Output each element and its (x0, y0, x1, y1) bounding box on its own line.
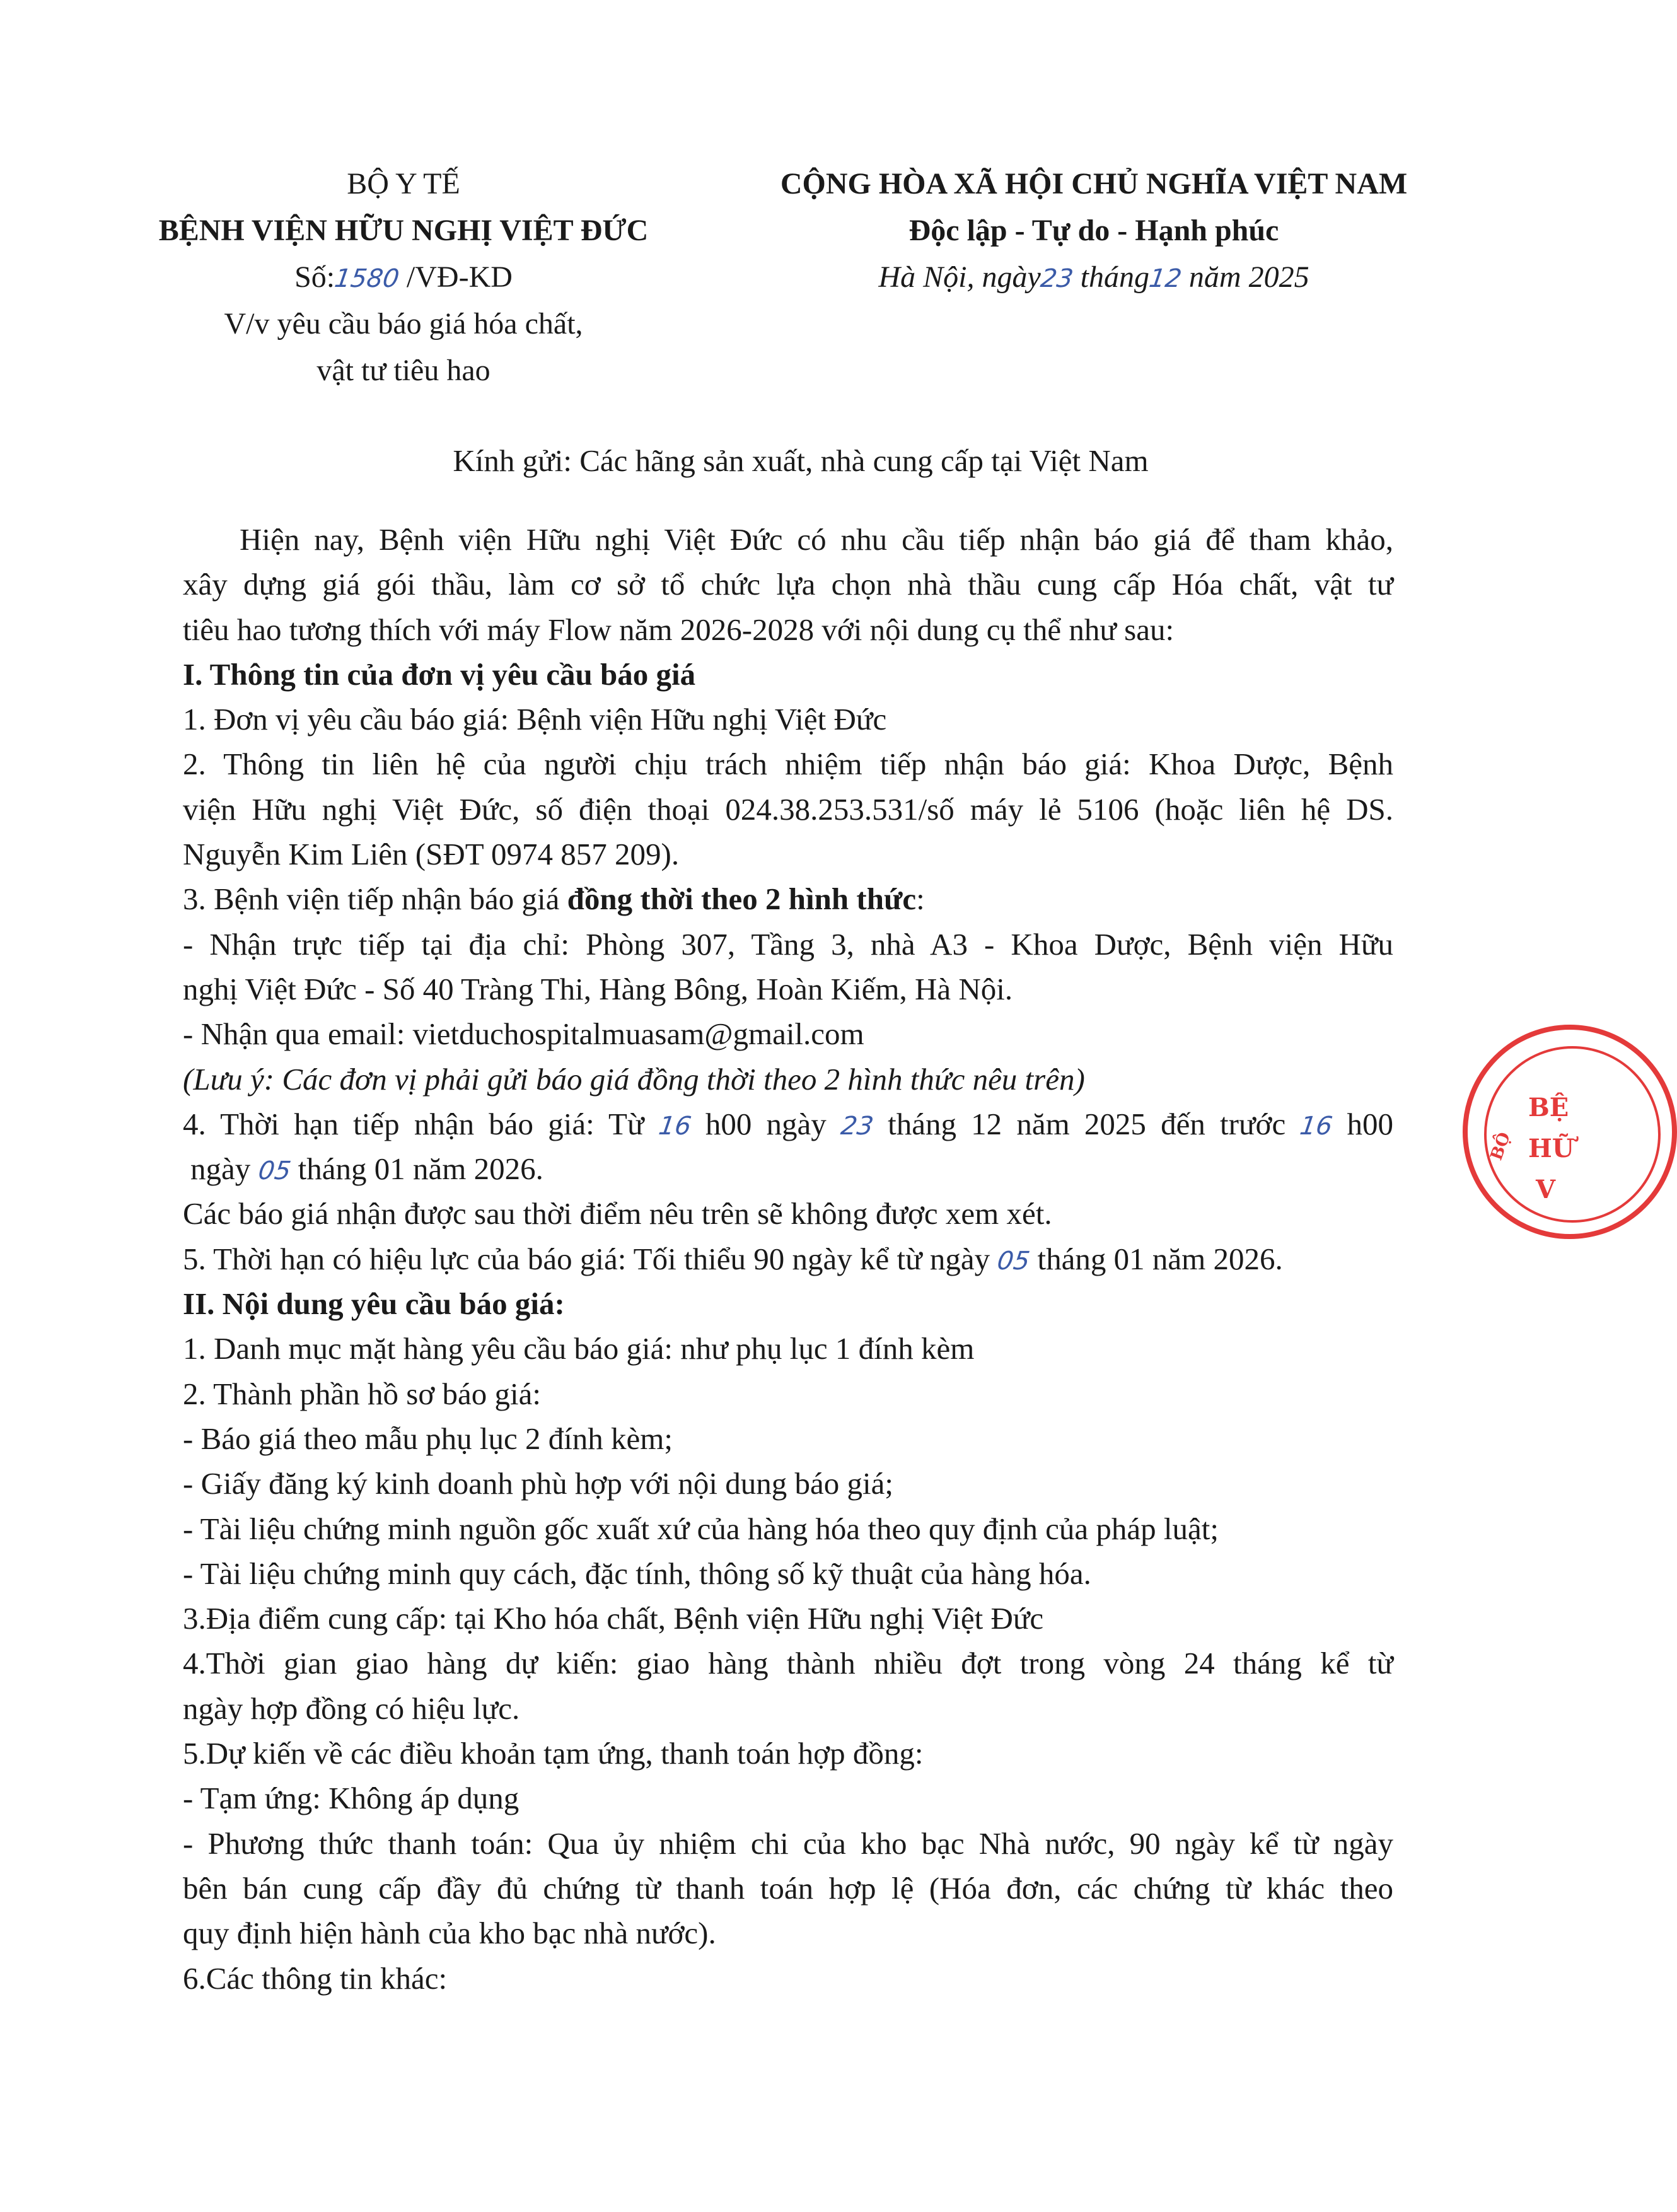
item-3-prefix: 3. Bệnh viện tiếp nhận báo giá (183, 882, 567, 917)
intro-line-1: Hiện nay, Bệnh viện Hữu nghị Việt Đức có nhu cầu tiếp nhận báo giá để tham khảo, (240, 522, 1393, 557)
official-stamp (1463, 1025, 1677, 1239)
item-5-hand-day: 05 (995, 1246, 1032, 1276)
section-2-item-5b-line-2: bên bán cung cấp đầy đủ chứng từ thanh toán hợp lệ (Hóa đơn, các chứng từ khác theo (183, 1870, 1393, 1906)
document-number-suffix: /VĐ-KD (398, 260, 513, 294)
section-2-item-1: 1. Danh mục mặt hàng yêu cầu báo giá: như phụ lục 1 đính kèm (183, 1331, 975, 1366)
date-place: Hà Nội, ngày (878, 260, 1041, 294)
document-number (107, 254, 700, 301)
country-name: CỘNG HÒA XÃ HỘI CHỦ NGHĨA VIỆT NAM (780, 167, 1408, 201)
document-number-handwritten: 1580 (332, 264, 402, 293)
section-2-item-5b-line-3: quy định hiện hành của kho bạc nhà nước). (183, 1916, 716, 1951)
section-2-item-2c: - Tài liệu chứng minh nguồn gốc xuất xứ của hàng hóa theo quy định của pháp luật; (183, 1511, 1219, 1546)
national-header-block (744, 161, 1444, 301)
section-1-item-3a-line-2: nghị Việt Đức - Số 40 Tràng Thi, Hàng Bông, Hoàn Kiếm, Hà Nội. (183, 971, 1013, 1006)
intro-line-2: xây dựng giá gói thầu, làm cơ sở tổ chức lựa chọn nhà thầu cung cấp Hóa chất, vật tư (183, 567, 1393, 602)
item-4-line-2-text-2: tháng 01 năm 2026. (290, 1151, 543, 1187)
item-3-bold: đồng thời theo 2 hình thức (567, 882, 917, 917)
section-1-item-3b-email: - Nhận qua email: vietduchospitalmuasam@gmail.com (183, 1016, 864, 1052)
section-2-title: II. Nội dung yêu cầu báo giá: (183, 1286, 565, 1322)
item-4-hand-day-2: 05 (256, 1156, 293, 1186)
section-1-item-3 (183, 876, 1393, 921)
item-4-text-1: 4. Thời hạn tiếp nhận báo giá: Từ (183, 1106, 659, 1141)
item-3-suffix: : (916, 882, 925, 917)
section-2-item-2: 2. Thành phần hồ sơ báo giá: (183, 1376, 541, 1411)
section-2-item-2a: - Báo giá theo mẫu phụ lục 2 đính kèm; (183, 1421, 673, 1456)
section-1-item-1: 1. Đơn vị yêu cầu báo giá: Bệnh viện Hữu nghị Việt Đức (183, 702, 887, 737)
section-2-item-2b: - Giấy đăng ký kinh doanh phù hợp với nội dung báo giá; (183, 1466, 893, 1501)
national-motto: Độc lập - Tự do - Hạnh phúc (908, 214, 1279, 247)
document-number-prefix: Số: (294, 260, 335, 294)
date-month-handwritten: 12 (1147, 264, 1184, 293)
date-month-label: tháng (1072, 260, 1149, 294)
item-4-line-2-text-1: ngày (190, 1151, 258, 1187)
section-1-item-4-line-2 (183, 1146, 1393, 1191)
section-1-title: I. Thông tin của đơn vị yêu cầu báo giá (183, 656, 696, 692)
stamp-text-4: BỘ (1487, 1129, 1515, 1163)
section-1-item-5 (183, 1237, 1393, 1281)
section-2-item-2d: - Tài liệu chứng minh quy cách, đặc tính, thông số kỹ thuật của hàng hóa. (183, 1556, 1091, 1591)
item-4-text-3: tháng 12 năm 2025 đến trước (873, 1106, 1301, 1141)
subject-line-1: V/v yêu cầu báo giá hóa chất, (224, 307, 583, 341)
ministry-name: BỘ Y TẾ (347, 167, 460, 201)
section-2-item-5: 5.Dự kiến về các điều khoản tạm ứng, thanh toán hợp đồng: (183, 1736, 924, 1771)
issue-date (744, 254, 1444, 301)
section-2-item-4-line-2: ngày hợp đồng có hiệu lực. (183, 1691, 520, 1726)
section-2-item-3: 3.Địa điểm cung cấp: tại Kho hóa chất, Bệnh viện Hữu nghị Việt Đức (183, 1601, 1044, 1636)
item-5-text-2: tháng 01 năm 2026. (1030, 1241, 1283, 1276)
subject-line-2: vật tư tiêu hao (316, 354, 490, 387)
item-4-hand-hour-2: 16 (1298, 1111, 1335, 1141)
item-4-hand-hour-1: 16 (656, 1111, 693, 1141)
intro-line-3: tiêu hao tương thích với máy Flow năm 2026-2028 với nội dung cụ thể như sau: (183, 612, 1175, 647)
item-5-text-1: 5. Thời hạn có hiệu lực của báo giá: Tối thiểu 90 ngày kể từ ngày (183, 1241, 998, 1276)
section-2-item-4-line-1: 4.Thời gian giao hàng dự kiến: giao hàng thành nhiều đợt trong vòng 24 tháng kể từ (183, 1646, 1393, 1681)
section-1-item-3-note: (Lưu ý: Các đơn vị phải gửi báo giá đồng thời theo 2 hình thức nêu trên) (183, 1061, 1085, 1097)
section-1-item-4-note: Các báo giá nhận được sau thời điểm nêu trên sẽ không được xem xét. (183, 1196, 1052, 1231)
issuer-block (107, 161, 700, 394)
section-1-item-2-line-2: viện Hữu nghị Việt Đức, số điện thoại 024.38.253.531/số máy lẻ 5106 (hoặc liên hệ DS. (183, 791, 1393, 827)
document-body (183, 438, 1393, 2001)
stamp-text-3: V (1536, 1175, 1556, 1204)
section-2-item-5b-line-1: - Phương thức thanh toán: Qua ủy nhiệm chi của kho bạc Nhà nước, 90 ngày kể từ ngày (183, 1825, 1393, 1861)
stamp-text-1: BỆ (1528, 1093, 1569, 1122)
item-4-text-4: h00 (1332, 1106, 1394, 1141)
spacer (183, 483, 1393, 517)
section-2-item-6: 6.Các thông tin khác: (183, 1960, 448, 1996)
section-1-item-3a-line-1: - Nhận trực tiếp tại địa chỉ: Phòng 307, Tầng 3, nhà A3 - Khoa Dược, Bệnh viện Hữu (183, 926, 1393, 962)
section-1-item-4-line-1 (183, 1102, 1393, 1146)
section-2-item-5a: - Tạm ứng: Không áp dụng (183, 1781, 519, 1816)
salutation: Kính gửi: Các hãng sản xuất, nhà cung cấp tại Việt Nam (453, 443, 1149, 478)
hospital-name: BỆNH VIỆN HỮU NGHỊ VIỆT ĐỨC (158, 214, 649, 247)
section-1-item-2-line-3: Nguyễn Kim Liên (SĐT 0974 857 209). (183, 837, 680, 872)
date-year-label: năm 2025 (1181, 260, 1309, 294)
date-day-handwritten: 23 (1038, 264, 1075, 293)
item-4-hand-day-1: 23 (838, 1111, 876, 1141)
stamp-text-2: HỮ (1528, 1134, 1574, 1163)
item-4-text-2: h00 ngày (690, 1106, 841, 1141)
section-1-item-2-line-1: 2. Thông tin liên hệ của người chịu trách nhiệm tiếp nhận báo giá: Khoa Dược, Bệnh (183, 747, 1393, 782)
